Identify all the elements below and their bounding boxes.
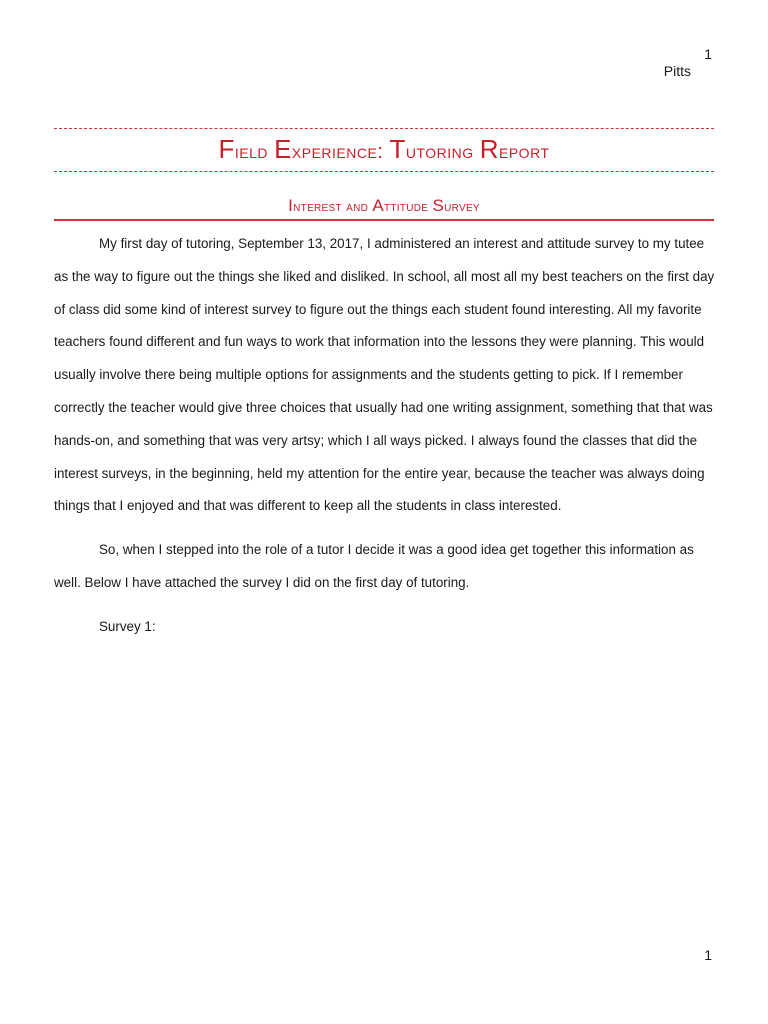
heading-word-3-initial: S [432, 196, 445, 215]
title-bottom-rule [54, 171, 714, 172]
survey-label: Survey 1: [99, 618, 156, 634]
paragraph-1: My first day of tutoring, September 13, 2017, I administered an interest and attitude survey to my tutee as the way to figure out the things she liked and disliked. In school, all most all my best teachers on the first day of class did some kind of interest survey to figure out the things each student found interesting. All my favorite teachers found different and fun ways to work that information into the lessons they were planning. This would usually involve there being multiple options for assignments and the students getting to pick. If I remember correctly the teacher would give three choices that usually had one writing assignment, something that that was hands-on, and something that was very artsy; which I all ways picked. I always found the classes that did the interest surveys, in the beginning, held my attention for the entire year, because the teacher was always doing things that I enjoyed and that was different to keep all the students in class interested. [54, 236, 715, 514]
heading-word-2-initial: A [372, 196, 384, 215]
title-word-1-initial: F [218, 134, 235, 164]
document-body [54, 228, 718, 655]
footer-page-number: 1 [704, 947, 712, 963]
title-word-4-rest: eport [499, 141, 550, 163]
title-word-2-rest: xperience: [291, 141, 390, 163]
title-word-2-initial: E [274, 134, 292, 164]
section-heading [54, 196, 714, 216]
heading-word-3-rest: urvey [444, 198, 480, 214]
title-word-4-initial: R [479, 134, 499, 164]
heading-underline [54, 219, 714, 221]
heading-word-1-initial: I [288, 196, 294, 215]
paragraph-2: So, when I stepped into the role of a tutor I decide it was a good idea get together this information as well. Below I have attached the survey I did on the first day of tutoring. [54, 542, 694, 590]
title-top-rule [54, 128, 714, 129]
heading-word-2-rest: ttitude [383, 198, 433, 214]
header-author: Pitts [663, 63, 691, 79]
title-word-3-initial: T [389, 134, 406, 164]
heading-word-1-rest: nterest and [293, 198, 373, 214]
title-word-1-rest: ield [234, 141, 269, 163]
header-page-number: 1 [704, 46, 712, 62]
title-word-3-rest: utoring [405, 141, 474, 163]
document-title [54, 131, 714, 170]
